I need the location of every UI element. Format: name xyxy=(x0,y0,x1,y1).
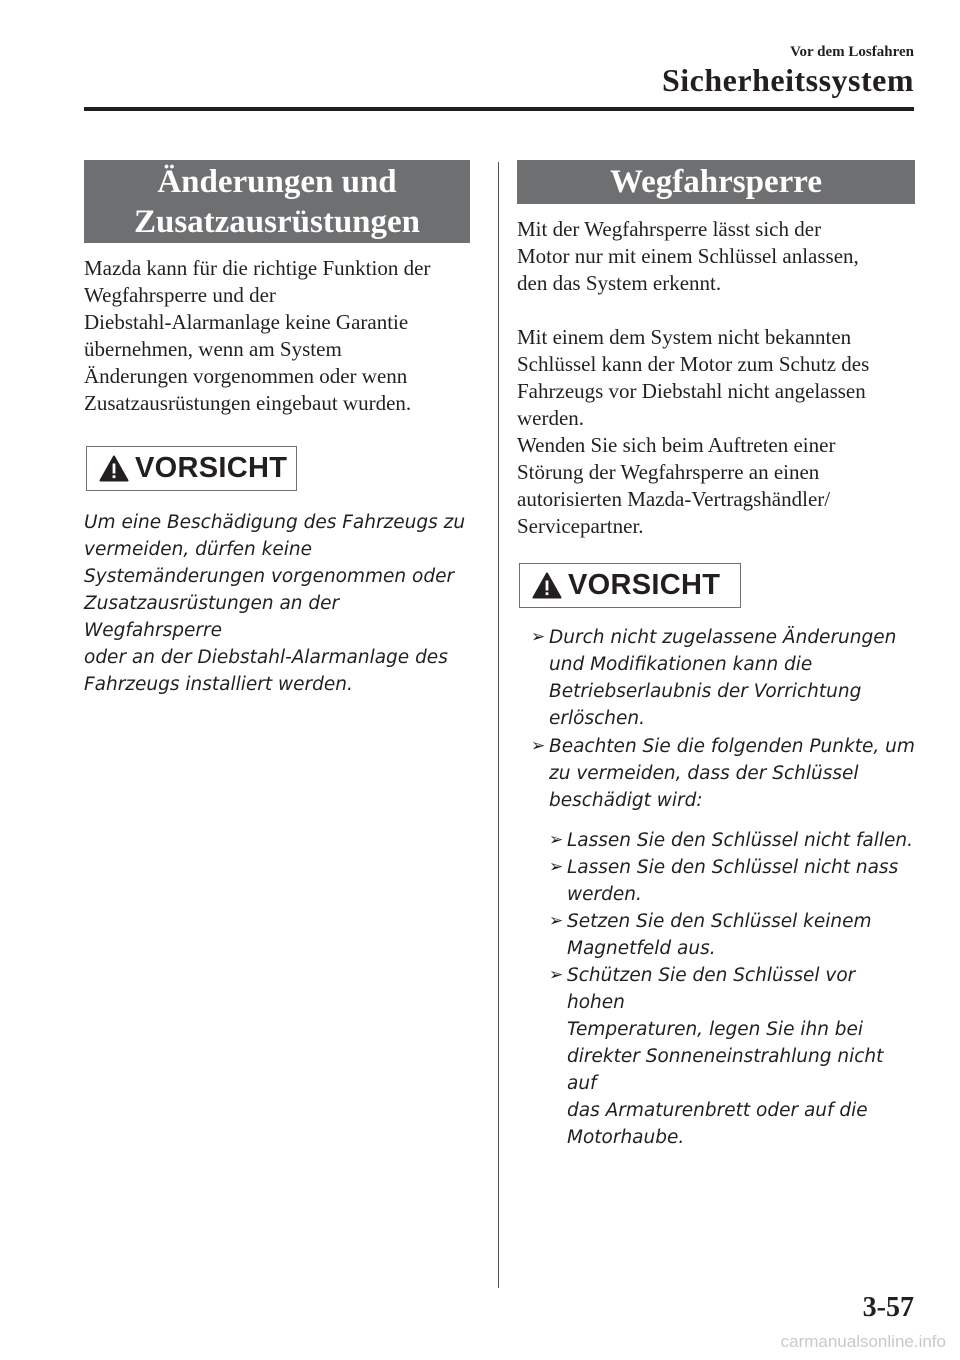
body-line: Wenden Sie sich beim Auftreten einer xyxy=(517,433,836,457)
page-number: 3-57 xyxy=(862,1292,914,1323)
caution-sub-bullets xyxy=(549,827,915,1151)
body-line: Servicepartner. xyxy=(517,514,644,538)
bullet-line: Betriebserlaubnis der Vorrichtung xyxy=(549,681,862,702)
body-line: Fahrzeugs vor Diebstahl nicht angelassen xyxy=(517,379,866,403)
right-column xyxy=(517,160,915,1151)
body-line: autorisierten Mazda-Vertragshändler/ xyxy=(517,487,831,511)
sub-bullet-item xyxy=(549,908,915,962)
sub-bullet-line: Schützen Sie den Schlüssel vor hohen xyxy=(567,965,856,1013)
sub-bullet-line: Magnetfeld aus. xyxy=(567,938,716,959)
arrow-bullet-icon: ➢ xyxy=(531,736,546,756)
column-divider xyxy=(498,162,499,1288)
body-line: Mit einem dem System nicht bekannten xyxy=(517,325,852,349)
bullet-line: Durch nicht zugelassene Änderungen xyxy=(549,627,897,648)
heading-line-1: Änderungen und xyxy=(157,164,397,200)
bullet-line: beschädigt wird: xyxy=(549,790,703,811)
bullet-line: Beachten Sie die folgenden Punkte, um xyxy=(549,736,915,757)
body-line: übernehmen, wenn am System xyxy=(84,337,342,361)
caution-line: Um eine Beschädigung des Fahrzeugs zu xyxy=(84,512,466,533)
caution-line: Zusatzausrüstungen an der Wegfahrsperre xyxy=(84,593,340,641)
sub-bullet-line: werden. xyxy=(567,884,642,905)
arrow-bullet-icon: ➢ xyxy=(549,911,564,931)
sub-bullet-item xyxy=(549,854,915,908)
sub-bullet-line: Motorhaube. xyxy=(567,1127,685,1148)
warning-icon xyxy=(99,455,129,482)
sub-bullet-item xyxy=(549,962,915,1151)
sub-bullet-line: direkter Sonneneinstrahlung nicht auf xyxy=(567,1046,884,1094)
body-line: werden. xyxy=(517,406,585,430)
sub-bullet-line: Setzen Sie den Schlüssel keinem xyxy=(567,911,872,932)
body-line: den das System erkennt. xyxy=(517,271,722,295)
arrow-bullet-icon: ➢ xyxy=(531,627,546,647)
sub-bullet-line: Lassen Sie den Schlüssel nicht nass xyxy=(567,857,899,878)
watermark: carmanualsonline.info xyxy=(780,1332,946,1351)
caution-line: oder an der Diebstahl-Alarmanlage des xyxy=(84,647,448,668)
body-line: Mit der Wegfahrsperre lässt sich der xyxy=(517,217,822,241)
caution-box xyxy=(86,446,297,491)
section-title: Sicherheitssystem xyxy=(661,62,914,98)
caution-bullets xyxy=(531,624,915,814)
bullet-item xyxy=(531,733,915,814)
heading-line-2: Zusatzausrüstungen xyxy=(133,204,421,240)
arrow-bullet-icon: ➢ xyxy=(549,830,564,850)
arrow-bullet-icon: ➢ xyxy=(549,857,564,877)
caution-line: Systemänderungen vorgenommen oder xyxy=(84,566,455,587)
arrow-bullet-icon: ➢ xyxy=(549,965,564,985)
body-line: Schlüssel kann der Motor zum Schutz des xyxy=(517,352,870,376)
chapter-label: Vor dem Losfahren xyxy=(790,44,914,60)
caution-label: VORSICHT xyxy=(568,569,721,601)
body-line: Motor nur mit einem Schlüssel anlassen, xyxy=(517,244,859,268)
bullet-line: zu vermeiden, dass der Schlüssel xyxy=(549,763,859,784)
modifications-body xyxy=(84,255,470,417)
body-line: Wegfahrsperre und der xyxy=(84,283,276,307)
caution-line: Fahrzeugs installiert werden. xyxy=(84,674,353,695)
body-line: Mazda kann für die richtige Funktion der xyxy=(84,256,431,280)
bullet-line: erlöschen. xyxy=(549,708,645,729)
body-line: Störung der Wegfahrsperre an einen xyxy=(517,460,820,484)
bullet-line: und Modifikationen kann die xyxy=(549,654,813,675)
caution-label: VORSICHT xyxy=(135,452,288,484)
caution-text-block xyxy=(84,509,470,698)
immobilizer-para-2 xyxy=(517,324,915,540)
modifications-heading xyxy=(84,160,470,243)
warning-icon xyxy=(532,572,562,599)
header-rule xyxy=(84,107,914,111)
sub-bullet-line: Temperaturen, legen Sie ihn bei xyxy=(567,1019,864,1040)
sub-bullet-item xyxy=(549,827,915,854)
sub-bullet-line: das Armaturenbrett oder auf die xyxy=(567,1100,868,1121)
immobilizer-para-1 xyxy=(517,216,915,297)
body-line: Änderungen vorgenommen oder wenn xyxy=(84,364,408,388)
sub-bullet-line: Lassen Sie den Schlüssel nicht fallen. xyxy=(567,830,913,851)
body-line: Zusatzausrüstungen eingebaut wurden. xyxy=(84,391,412,415)
bullet-item xyxy=(531,624,915,732)
immobilizer-heading: Wegfahrsperre xyxy=(517,160,915,204)
body-line: Diebstahl-Alarmanlage keine Garantie xyxy=(84,310,409,334)
left-column xyxy=(84,160,470,698)
caution-line: vermeiden, dürfen keine xyxy=(84,539,313,560)
caution-box xyxy=(519,563,741,608)
